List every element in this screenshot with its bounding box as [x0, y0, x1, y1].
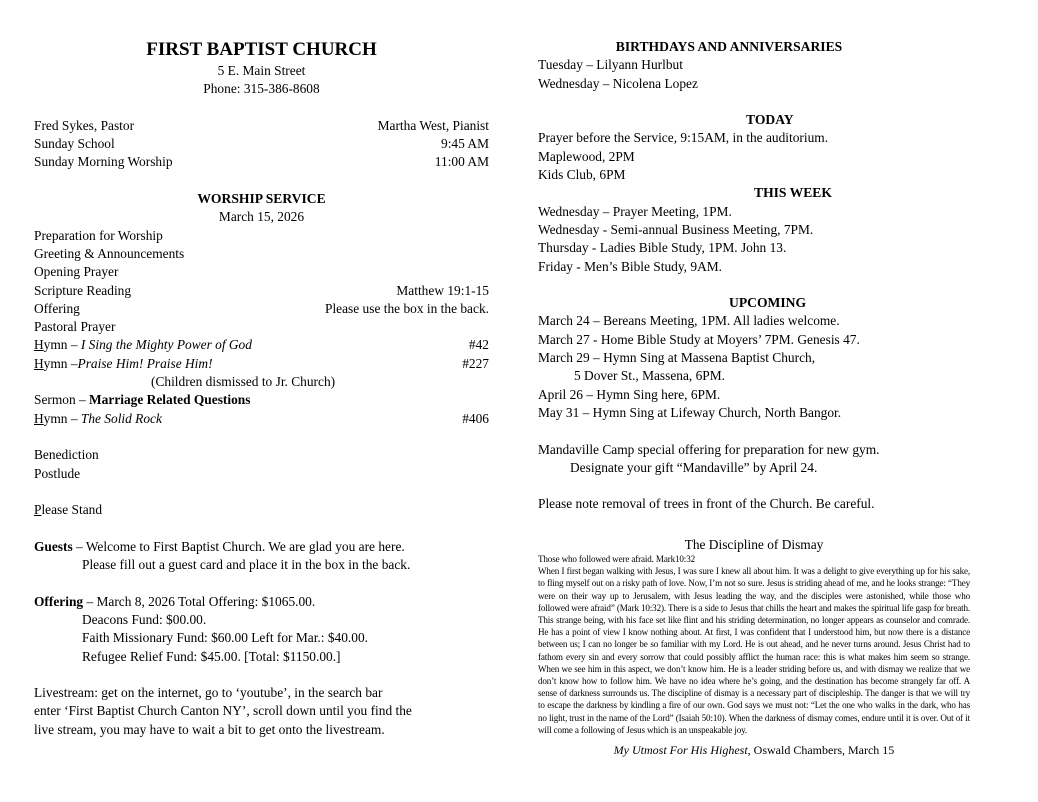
fund-line: Deacons Fund: $00.00.	[82, 611, 207, 627]
hymn-row	[34, 355, 489, 373]
service-item-label: Pastoral Prayer	[34, 319, 116, 335]
church-name: FIRST BAPTIST CHURCH	[146, 39, 377, 60]
hymn-number: #406	[462, 410, 489, 426]
guests-instruction: Please fill out a guest card and place it in the box in the back.	[82, 557, 411, 573]
service-item-label: Opening Prayer	[34, 264, 119, 280]
hymn-number: #227	[462, 355, 489, 371]
guests-welcome: Welcome to First Baptist Church. We are glad you are here.	[85, 538, 405, 554]
livestream-section	[34, 684, 489, 739]
source-author-date: , Oswald Chambers, March 15	[747, 743, 895, 758]
offering-note: Please use the box in the back.	[325, 300, 489, 316]
upcoming-item: March 29 – Hymn Sing at Massena Baptist Church,	[538, 350, 816, 366]
service-item	[34, 282, 489, 300]
today-item: Kids Club, 6PM	[538, 167, 626, 183]
trees-notice: Please note removal of trees in front of the Church. Be careful.	[538, 496, 875, 512]
hymn-label	[34, 336, 252, 354]
staff-row	[34, 135, 489, 153]
service-item	[34, 318, 489, 336]
fund-line: Refugee Relief Fund: $45.00. [Total: $1150.00.]	[82, 648, 341, 664]
guests-label: Guests	[34, 538, 73, 554]
staff-left: Sunday School	[34, 136, 115, 152]
benediction: Benediction	[34, 447, 99, 463]
birthday-item: Wednesday – Nicolena Lopez	[538, 75, 698, 91]
this-week-item: Wednesday - Semi-annual Business Meeting, 7PM.	[538, 221, 814, 237]
service-item	[34, 245, 489, 263]
hymn-title: I Sing the Mighty Power of God	[80, 337, 252, 353]
this-week-item: Thursday - Ladies Bible Study, 1PM. John 13.	[538, 240, 787, 256]
sermon-row	[34, 391, 489, 409]
sermon-prefix: Sermon –	[34, 392, 90, 408]
dash: –	[72, 538, 86, 554]
livestream-line: enter ‘First Baptist Church Canton NY’, scroll down until you find the	[34, 703, 412, 719]
order-of-service	[34, 227, 489, 520]
service-item-label: Greeting & Announcements	[34, 245, 185, 261]
staff-right: Martha West, Pianist	[377, 117, 489, 133]
birthday-item: Tuesday – Lilyann Hurlbut	[538, 57, 683, 73]
mandaville-designation: Designate your gift “Mandaville” by April 24.	[570, 459, 818, 475]
hymn-row	[34, 336, 489, 354]
upcoming-item: May 31 – Hymn Sing at Lifeway Church, North Bangor.	[538, 404, 842, 420]
scripture-reference: Matthew 19:1-15	[396, 282, 489, 298]
offering-total: March 8, 2026 Total Offering: $1065.00.	[96, 593, 316, 609]
livestream-line: live stream, you may have to wait a bit to get onto the livestream.	[34, 721, 385, 737]
source-book: My Utmost For His Highest	[613, 743, 748, 758]
today-heading: TODAY	[746, 112, 794, 128]
worship-date: March 15, 2026	[218, 209, 305, 225]
right-panel	[538, 38, 970, 758]
staff-row	[34, 153, 489, 171]
staff-right: 9:45 AM	[441, 136, 489, 152]
devotional-text: When I first began walking with Jesus, I was sure I knew all about him. It was a delight to give everything up for his sake, to fling myself out on a risky path of love. Now, I’m not so sure. Jesus is striding ahead of me, and he looks strange: “They were on their way up to Jerusalem, with Jesus leading the way, and the disciples were astonished, while those who followed were afraid” (Mark 10:32). There is a side to Jesus that chills the heart and makes the spiritual life gasp for breath. This strange being, with his face set like flint and his striding determination, no longer appears as counselor and comrade. He has a point of view I know nothing about. At first, I was confident that I understood him, but now there is a distance between us; I can no longer be so familiar with my Lord. He is out ahead, and he never turns around. Jesus Christ had to fathom every sin and every sorrow that could possibly afflict the human race: this is what makes him seem so strange. When we see him in this aspect, we don’t know him. He is a leader striding before us, and with dismay we realize that we don’t know how to follow him. We have no idea where he’s going, and the destination has become strangely far off. A sense of darkness surrounds us. The discipline of dismay is a necessary part of discipleship. The danger is that we will try to escape the darkness by kindling a fire of our own. God says we must not: “Let the one who walks in the dark, who has no light, trust in the name of the Lord” (Isaiah 50:10). When the darkness of dismay comes, endure until it is over. Out of it will come a following of Jesus which is an unspeakable joy.	[538, 566, 970, 735]
service-item-label: Preparation for Worship	[34, 227, 163, 243]
service-item	[34, 227, 489, 245]
staff-row	[34, 117, 489, 135]
hymn-prefix: ymn –	[43, 410, 81, 426]
devotional-body	[538, 553, 970, 736]
offering-section	[34, 593, 489, 666]
upcoming-item: March 27 - Home Bible Study at Moyers’ 7PM. Genesis 47.	[538, 331, 860, 347]
hymn-prefix: ymn –	[43, 355, 78, 371]
staff-left: Sunday Morning Worship	[34, 154, 173, 170]
upcoming-heading: UPCOMING	[729, 295, 807, 311]
hymn-prefix: ymn –	[43, 337, 81, 353]
this-week-item: Friday - Men’s Bible Study, 9AM.	[538, 258, 722, 274]
offering-label: Offering	[34, 593, 84, 609]
hymn-label	[34, 410, 162, 428]
this-week-item: Wednesday – Prayer Meeting, 1PM.	[538, 203, 732, 219]
fund-line: Faith Missionary Fund: $60.00 Left for Mar.: $40.00.	[82, 630, 369, 646]
service-item-label: Offering	[34, 300, 80, 316]
please-stand-legend	[34, 501, 489, 519]
sermon-title: Marriage Related Questions	[89, 392, 251, 408]
devotional-title: The Discipline of Dismay	[684, 537, 824, 553]
today-item: Maplewood, 2PM	[538, 148, 635, 164]
children-dismissed-note: (Children dismissed to Jr. Church)	[151, 374, 336, 390]
church-phone: Phone: 315-386-8608	[203, 81, 320, 97]
church-address: 5 E. Main Street	[217, 63, 306, 78]
service-item	[34, 263, 489, 281]
birthdays-heading: BIRTHDAYS AND ANNIVERSARIES	[615, 39, 843, 54]
left-panel	[34, 38, 489, 739]
service-item-label: Scripture Reading	[34, 282, 132, 298]
upcoming-item-continued: 5 Dover St., Massena, 6PM.	[574, 368, 726, 384]
this-week-heading: THIS WEEK	[754, 185, 832, 201]
dash: –	[83, 593, 97, 609]
stand-mark: H	[34, 337, 44, 353]
devotional-source	[538, 742, 970, 758]
today-item: Prayer before the Service, 9:15AM, in the auditorium.	[538, 130, 829, 146]
hymn-title: Praise Him! Praise Him!	[77, 355, 213, 371]
postlude: Postlude	[34, 465, 81, 481]
hymn-number: #42	[468, 337, 489, 353]
upcoming-item: March 24 – Bereans Meeting, 1PM. All ladies welcome.	[538, 313, 840, 329]
upcoming-item: April 26 – Hymn Sing here, 6PM.	[538, 386, 721, 402]
stand-mark: H	[34, 410, 44, 426]
service-item	[34, 300, 489, 318]
staff-right: 11:00 AM	[434, 154, 489, 170]
livestream-line: Livestream: get on the internet, go to ‘youtube’, in the search bar	[34, 685, 383, 701]
guests-section	[34, 538, 489, 575]
stand-mark: H	[34, 355, 44, 371]
hymn-title: The Solid Rock	[80, 410, 162, 426]
worship-service-heading: WORSHIP SERVICE	[197, 191, 326, 207]
stand-mark: P	[34, 502, 42, 518]
staff-left: Fred Sykes, Pastor	[34, 117, 135, 133]
mandaville-offering: Mandaville Camp special offering for preparation for new gym.	[538, 441, 880, 457]
hymn-row	[34, 410, 489, 428]
please-stand-text: lease Stand	[41, 502, 103, 518]
devotional-verse: Those who followed were afraid. Mark10:32	[538, 554, 695, 565]
staff-list	[34, 117, 489, 172]
hymn-label	[34, 355, 213, 373]
